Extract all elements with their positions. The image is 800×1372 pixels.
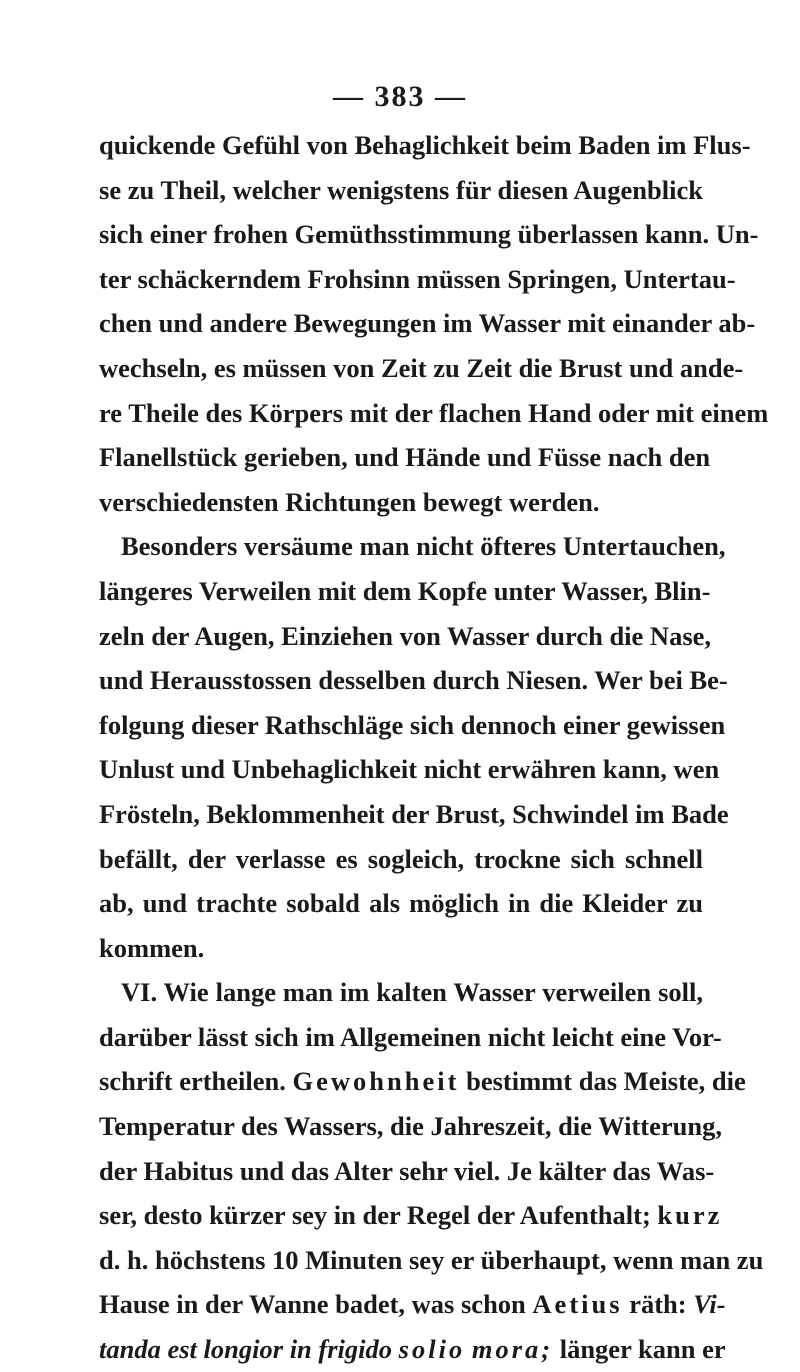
- text-line: Unlust und Unbehaglichkeit nicht erwähren kann, wen: [99, 754, 720, 785]
- body-text: [99, 123, 769, 1372]
- latin-quote-spaced: mora;: [471, 1334, 554, 1365]
- text-line: zeln der Augen, Einziehen von Wasser durch die Nase,: [99, 620, 712, 651]
- text-line: der Habitus und das Alter sehr viel. Je kälter das Was-: [99, 1155, 715, 1186]
- text-line: chen und andere Bewegungen im Wasser mit einander ab-: [99, 308, 756, 339]
- text-line: [99, 1193, 723, 1238]
- text-line: d. h. höchstens 10 Minuten sey er überhaupt, wenn man zu: [99, 1244, 764, 1275]
- text-line: quickende Gefühl von Behaglichkeit beim Baden im Flus-: [99, 130, 751, 160]
- text-line: Frösteln, Beklommenheit der Brust, Schwindel im Bade: [99, 798, 729, 829]
- text-line: re Theile des Körpers mit der flachen Hand oder mit einem: [99, 397, 769, 428]
- text-segment: bestimmt das Meiste, die: [466, 1066, 746, 1097]
- text-line: [99, 1059, 746, 1104]
- text-segment: Hause in der Wanne badet, was schon: [99, 1289, 526, 1320]
- latin-quote: Vi-: [693, 1289, 726, 1320]
- paragraph-start: Besonders versäume man nicht öfteres Untertauchen,: [121, 531, 726, 562]
- text-line: verschiedensten Richtungen bewegt werden.: [99, 486, 600, 517]
- page-number: — 383 —: [333, 80, 467, 113]
- latin-quote: tanda est longior in frigido: [99, 1334, 393, 1365]
- text-line: folgung dieser Rathschläge sich dennoch einer gewissen: [99, 709, 726, 740]
- text-line: kommen.: [99, 932, 205, 963]
- text-line: Flanellstück gerieben, und Hände und Füsse nach den: [99, 442, 711, 473]
- text-line: längeres Verweilen mit dem Kopfe unter Wasser, Blin-: [99, 575, 711, 606]
- text-line: Temperatur des Wassers, die Jahreszeit, die Witterung,: [99, 1111, 722, 1142]
- text-line: ter schäckerndem Frohsinn müssen Springen, Untertau-: [99, 263, 736, 294]
- text-line: se zu Theil, welcher wenigstens für diesen Augenblick: [99, 174, 703, 205]
- text-line: wechseln, es müssen von Zeit zu Zeit die Brust und ande-: [99, 352, 744, 383]
- text-segment: ser, desto kürzer sey in der Regel der Aufenthalt;: [99, 1200, 651, 1231]
- text-line: sich einer frohen Gemüthsstimmung überlassen kann. Un-: [99, 219, 759, 250]
- text-line: darüber lässt sich im Allgemeinen nicht leicht eine Vor-: [99, 1021, 722, 1052]
- text-segment: räth:: [629, 1289, 687, 1320]
- emphasis-spaced: Gewohnheit: [292, 1066, 460, 1097]
- emphasis-spaced: Aetius: [532, 1289, 623, 1320]
- emphasis-spaced: kurz: [657, 1200, 723, 1231]
- text-line: und Herausstossen desselben durch Niesen. Wer bei Be-: [99, 665, 728, 696]
- text-segment: länger kann er: [559, 1334, 726, 1365]
- text-line: ab, und trachte sobald als möglich in die Kleider zu: [99, 888, 703, 919]
- text-line: [99, 1327, 726, 1372]
- latin-quote-spaced: solio: [398, 1334, 466, 1365]
- text-line: [99, 1282, 726, 1327]
- text-segment: schrift ertheilen.: [99, 1066, 286, 1097]
- section-heading-line: VI. Wie lange man im kalten Wasser verweilen soll,: [121, 977, 703, 1008]
- text-line: befällt, der verlasse es sogleich, trockne sich schnell: [99, 843, 703, 874]
